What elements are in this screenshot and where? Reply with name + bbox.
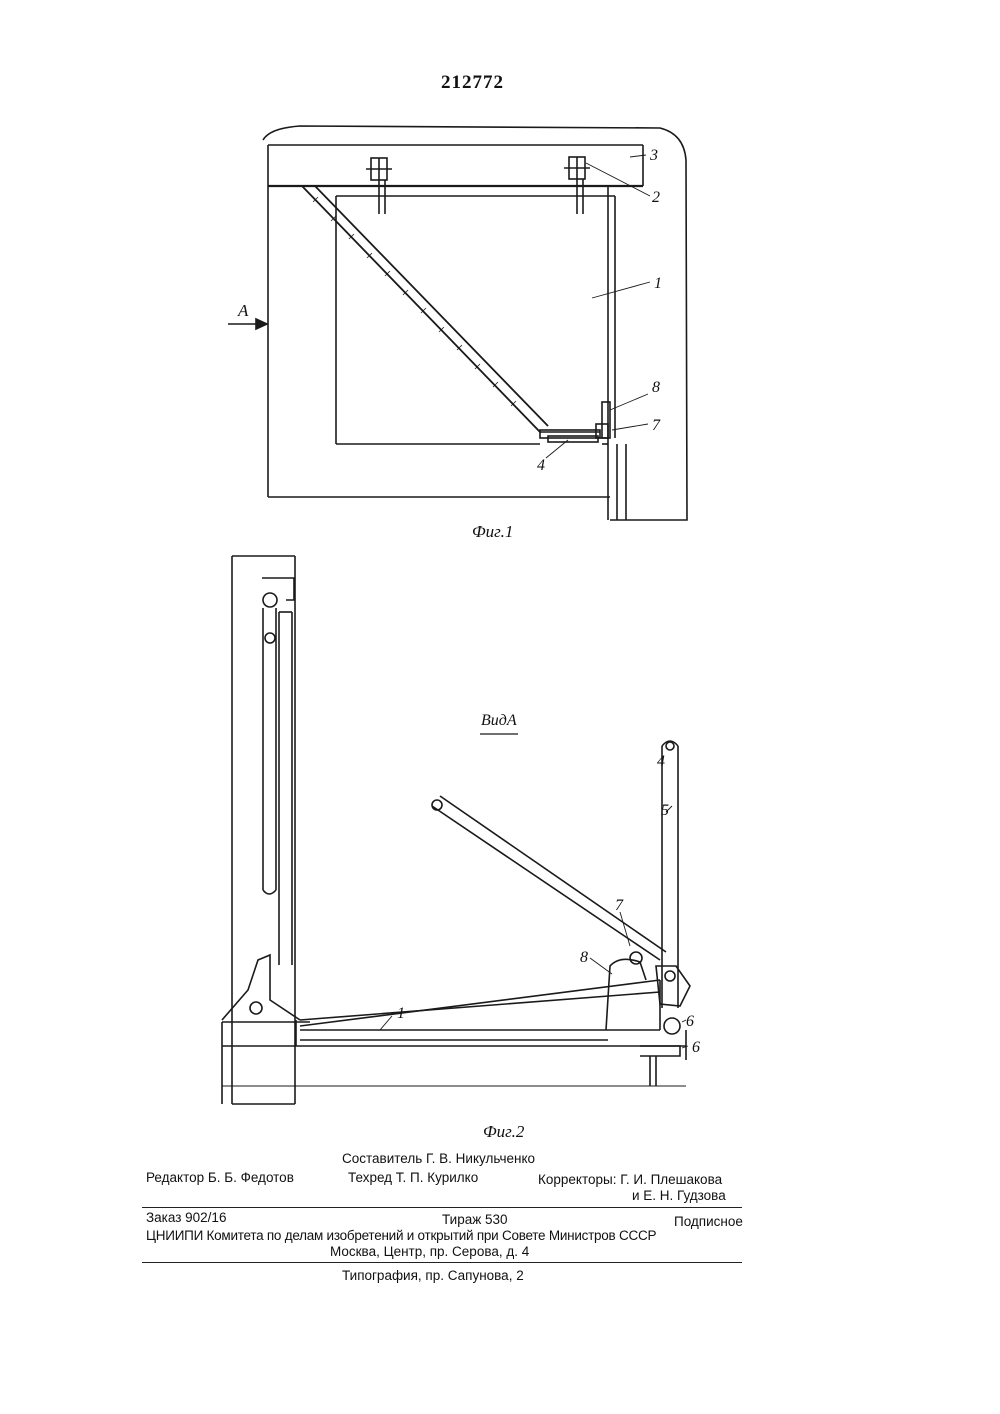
imprint-techred: Техред Т. П. Курилко [348,1170,479,1185]
imprint-rule-top [142,1207,742,1208]
imprint-circulation: Тираж 530 [442,1212,508,1227]
figure-1-caption: Фиг.1 [472,522,514,541]
imprint-address: Москва, Центр, пр. Серова, д. 4 [330,1244,530,1259]
fig1-view-arrow-label: A [238,301,249,320]
fig1-label-4: 4 [537,457,545,474]
fig2-label-4: 4 [657,753,665,770]
imprint-order: Заказ 902/16 [146,1210,227,1225]
imprint-printer: Типография, пр. Сапунова, 2 [342,1268,524,1283]
fig1-label-1: 1 [654,275,662,292]
imprint-rule-bottom [142,1262,742,1263]
imprint-editor: Редактор Б. Б. Федотов [146,1170,294,1185]
fig2-label-6b: 6 [692,1039,700,1056]
fig2-label-1: 1 [397,1005,405,1022]
fig1-label-7: 7 [652,417,660,434]
fig1-label-2: 2 [652,189,660,206]
patent-number: 212772 [441,72,504,93]
figure-2-view-title: ВидА [481,712,517,729]
imprint-subscription: Подписное [674,1214,743,1229]
imprint-correctors-2: и Е. Н. Гудзова [632,1188,726,1203]
fig2-label-5: 5 [661,802,669,819]
imprint-correctors-1: Корректоры: Г. И. Плешакова [538,1172,723,1187]
fig1-label-8: 8 [652,379,660,396]
imprint-organization: ЦНИИПИ Комитета по делам изобретений и открытий при Совете Министров СССР [146,1228,657,1243]
fig2-label-7: 7 [615,897,623,914]
imprint-compiler: Составитель Г. В. Никульченко [342,1151,536,1166]
fig1-label-3: 3 [650,147,658,164]
fig2-label-6a: 6 [686,1013,694,1030]
figure-2-caption: Фиг.2 [483,1122,525,1141]
fig2-label-8: 8 [580,949,588,966]
